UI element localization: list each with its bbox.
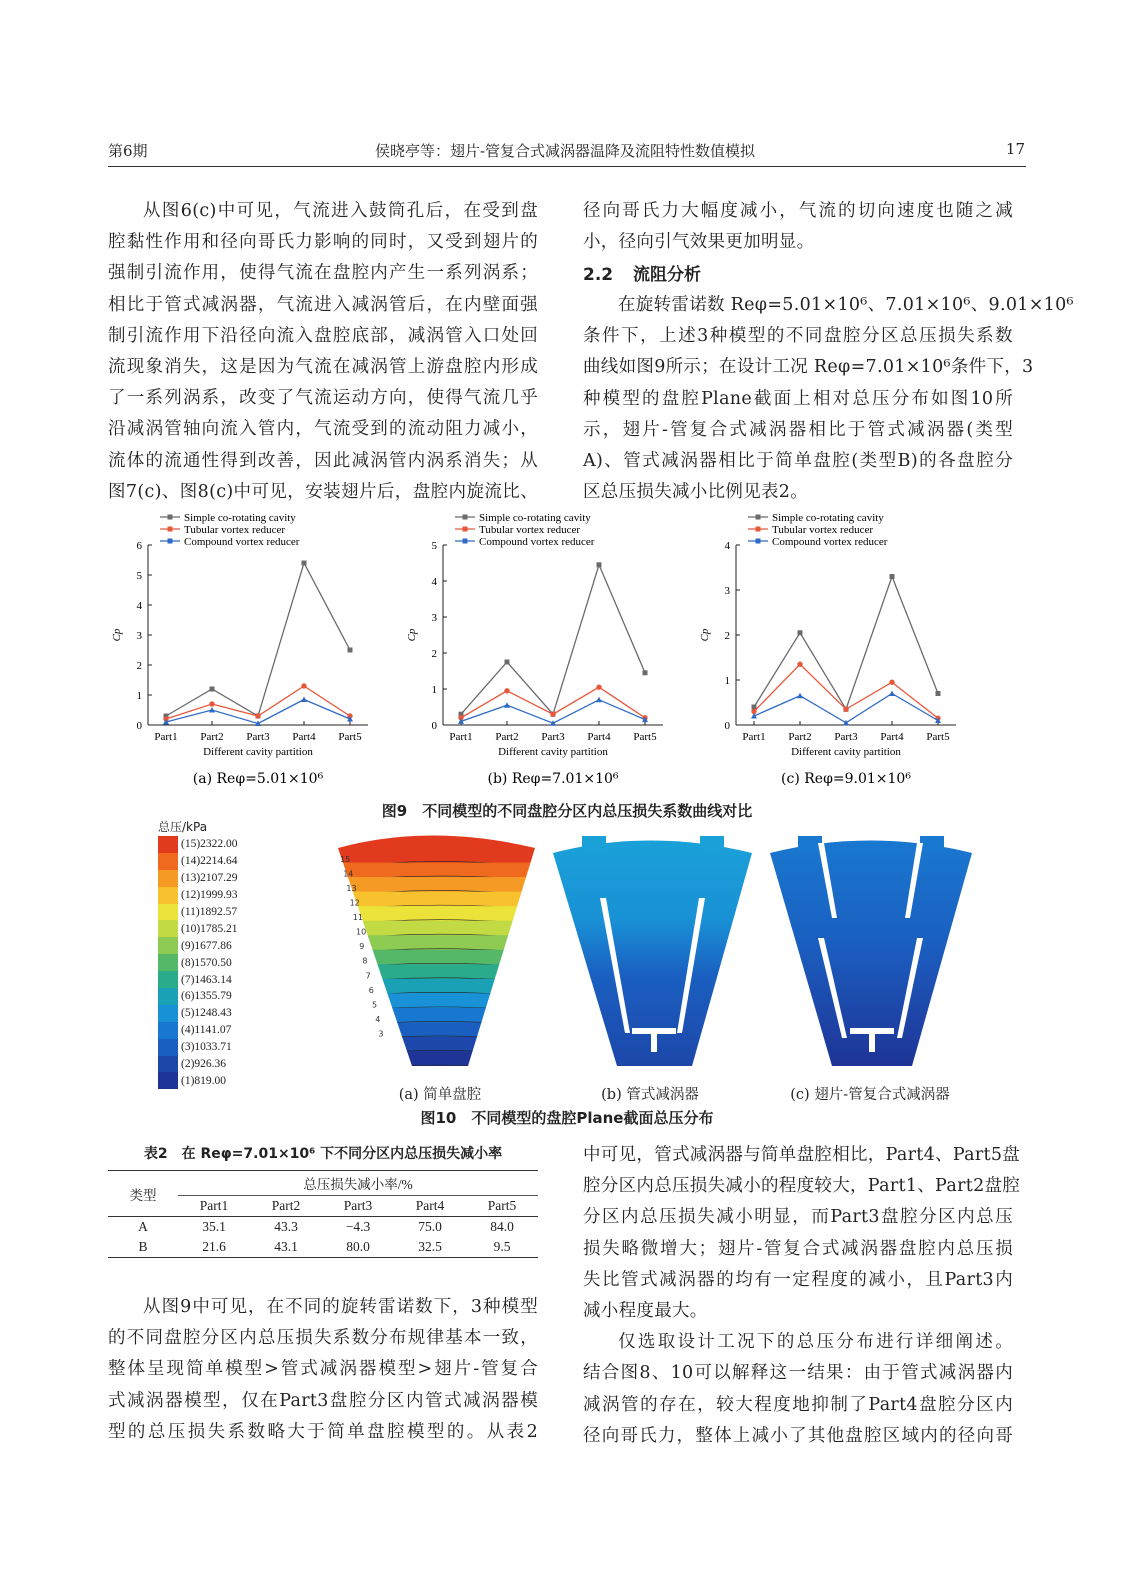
data-point [843, 720, 849, 726]
data-point [505, 660, 510, 665]
data-point [348, 648, 353, 653]
table-row [108, 1217, 538, 1238]
legend-color-swatch [158, 971, 178, 988]
table-col-header: Part4 [415, 1198, 445, 1213]
data-point [752, 705, 757, 710]
y-tick-label: 6 [136, 540, 142, 552]
y-tick-label: 3 [724, 585, 730, 597]
chart-caption: (b) Reφ=7.01×10⁶ [487, 771, 619, 787]
data-point [890, 574, 895, 579]
legend-label: Compound vortex reducer [772, 536, 888, 548]
contour-number: 5 [372, 1000, 378, 1010]
text-line: 相比于管式减涡器，气流进入减涡管后，在内壁面强 [108, 294, 538, 315]
table-cell: A [138, 1219, 148, 1234]
text-line: 条件下，上述3种模型的不同盘腔分区总压损失系数 [583, 326, 1013, 347]
table-cell: 9.5 [493, 1239, 511, 1254]
fig10-caption-a: (a) 简单盘腔 [398, 1087, 482, 1103]
text-line: 在旋转雷诺数 Reφ=5.01×10⁶、7.01×10⁶、9.01×10⁶ [618, 295, 1074, 315]
text-line: 的不同盘腔分区内总压损失系数分布规律基本一致， [108, 1328, 538, 1349]
legend-level [158, 971, 238, 988]
table-row-header: 类型 [129, 1187, 157, 1203]
chart-caption: (c) Reφ=9.01×10⁶ [781, 771, 911, 787]
contour-band [320, 1051, 560, 1066]
figure-10-contours [320, 828, 1000, 1078]
data-point [504, 702, 510, 708]
y-tick-label: 1 [136, 690, 142, 702]
legend-level-label: (6)1355.79 [181, 990, 232, 1003]
y-tick-label: 4 [136, 600, 142, 612]
text-line: 从图9中可见，在不同的旋转雷诺数下，3种模型 [143, 1297, 538, 1317]
compound-reducer-contour [770, 836, 972, 1066]
legend-level-label: (9)1677.86 [181, 939, 232, 952]
table-cell: 84.0 [490, 1219, 514, 1234]
contour-band [320, 950, 560, 965]
x-tick-label: Part2 [495, 731, 519, 743]
contour-number: 12 [349, 898, 360, 908]
text-line: 整体呈现简单模型>管式减涡器模型>翅片-管复合 [108, 1359, 538, 1380]
y-tick-label: 2 [431, 648, 437, 660]
text-line: A)、管式减涡器相比于简单盘腔(类型B)的各盘腔分 [583, 451, 1013, 472]
y-tick-label: 0 [431, 720, 437, 732]
x-axis-label: Different cavity partition [498, 746, 608, 758]
x-tick-label: Part3 [541, 731, 565, 743]
contour-number: 10 [356, 927, 367, 937]
data-point [302, 561, 307, 566]
legend-label: Tubular vortex reducer [479, 524, 581, 536]
data-point [889, 680, 894, 685]
series-line [461, 565, 645, 714]
table-cell: 32.5 [418, 1239, 442, 1254]
legend-level-label: (5)1248.43 [181, 1007, 232, 1020]
text-line: 减小程度最大。 [583, 1301, 708, 1322]
y-tick-label: 5 [136, 570, 142, 582]
text-line: 小，径向引气效果更加明显。 [583, 232, 815, 253]
text-line: 仅选取设计工况下的总压分布进行详细阐述。 [618, 1332, 1013, 1353]
legend-level [158, 1022, 238, 1039]
legend-color-swatch [158, 853, 178, 870]
text-line: 结合图8、10可以解释这一结果：由于管式减涡器内 [583, 1363, 1013, 1384]
legend-color-swatch [158, 954, 178, 971]
right-column-top-text [583, 196, 1013, 258]
legend-level [158, 988, 238, 1005]
legend-color-swatch [158, 920, 178, 937]
contour-band [320, 964, 560, 979]
legend-level-label: (14)2214.64 [181, 855, 238, 868]
y-tick-label: 1 [431, 684, 437, 696]
legend-color-swatch [158, 1072, 178, 1089]
left-column-top-text [108, 196, 538, 508]
contour-number: 15 [340, 855, 351, 864]
legend-level [158, 954, 238, 971]
data-point [597, 562, 602, 567]
data-point [936, 691, 941, 696]
text-line: 了一系列涡系，改变了气流运动方向，使得气流几乎 [108, 388, 538, 409]
legend-level [158, 1005, 238, 1022]
x-tick-label: Part1 [449, 731, 473, 743]
legend-level-label: (11)1892.57 [181, 906, 238, 918]
legend-level-label: (15)2322.00 [181, 838, 238, 851]
x-axis-label: Different cavity partition [791, 746, 901, 758]
contour-band [320, 1022, 560, 1037]
contour-band [320, 863, 560, 878]
data-point [643, 670, 648, 675]
legend-level [158, 1039, 238, 1056]
chart-2 [406, 512, 663, 787]
data-point [550, 712, 555, 717]
text-line: 从图6(c)中可见，气流进入鼓筒孔后，在受到盘 [143, 201, 538, 221]
legend-level-label: (7)1463.14 [181, 973, 232, 986]
text-line: 流现象消失，这是因为气流在减涡管上游盘腔内形成 [108, 357, 538, 378]
legend-label: Tubular vortex reducer [184, 524, 286, 536]
legend-level-label: (2)926.36 [181, 1058, 227, 1071]
legend-label: Compound vortex reducer [184, 536, 300, 548]
x-tick-label: Part4 [880, 731, 904, 743]
text-line: 示，翅片-管复合式减涡器相比于管式减涡器(类型 [583, 419, 1013, 440]
data-point [797, 662, 802, 667]
legend-marker [168, 539, 173, 544]
journal-issue: 第6期 [108, 142, 148, 160]
legend-color-swatch [158, 904, 178, 921]
legend-marker [168, 527, 173, 532]
table-cell: 75.0 [418, 1219, 442, 1234]
table-2 [108, 1170, 538, 1258]
legend-level [158, 853, 238, 870]
x-tick-label: Part5 [926, 731, 950, 743]
legend-level [158, 870, 238, 887]
legend-level [158, 1056, 238, 1073]
contour-number: 9 [359, 942, 365, 952]
legend-level [158, 836, 238, 853]
fig10-caption-c: (c) 翅片-管复合式减涡器 [790, 1087, 950, 1103]
legend-label: Simple co-rotating cavity [184, 512, 296, 524]
tubular-reducer-contour [553, 836, 752, 1066]
figure-9 [100, 505, 1040, 805]
text-line: 径向哥氏力大幅度减小，气流的切向速度也随之减 [583, 201, 1013, 221]
x-tick-label: Part5 [338, 731, 362, 743]
text-line: 流体的流通性得到改善，因此减涡管内涡系消失；从 [108, 450, 538, 471]
contour-band [320, 828, 560, 863]
y-tick-label: 4 [431, 576, 437, 588]
y-axis-label: Cp [406, 628, 418, 642]
table-cell: 43.3 [274, 1219, 298, 1234]
text-line: 腔黏性作用和径向哥氏力影响的同时，又受到翅片的 [108, 232, 538, 253]
y-tick-label: 3 [431, 612, 437, 624]
section-number: 2.2 [583, 265, 614, 285]
y-tick-label: 0 [724, 720, 730, 732]
data-point [301, 683, 306, 688]
text-line: 沿减涡管轴向流入管内，气流受到的流动阻力减小， [108, 419, 538, 440]
legend-marker [463, 515, 468, 520]
legend-marker [463, 539, 468, 544]
text-line: 损失略微增大；翅片-管复合式减涡器盘腔内总压损 [583, 1238, 1013, 1259]
data-point [209, 701, 214, 706]
legend-color-swatch [158, 937, 178, 954]
legend-level-label: (4)1141.07 [181, 1024, 232, 1037]
legend-color-swatch [158, 988, 178, 1005]
table-col-group: 总压损失减小率/% [178, 1171, 538, 1196]
legend-level-label: (13)2107.29 [181, 872, 238, 885]
series-line [166, 563, 350, 716]
data-point [797, 693, 803, 699]
data-point [798, 630, 803, 635]
data-point [504, 688, 509, 693]
legend-marker [463, 527, 468, 532]
pressure-legend-title: 总压/kPa [158, 820, 208, 834]
contour-number: 6 [368, 985, 374, 995]
y-tick-label: 0 [136, 720, 142, 732]
text-line: 腔分区内总压损失减小的程度较大，Part1、Part2盘腔 [583, 1176, 1021, 1197]
text-line: 中可见，管式减涡器与简单盘腔相比，Part4、Part5盘 [583, 1145, 1021, 1165]
page-number: 17 [1005, 140, 1025, 158]
legend-level-label: (12)1999.93 [181, 889, 238, 902]
text-line: 区总压损失减小比例见表2。 [583, 482, 809, 503]
legend-color-swatch [158, 1039, 178, 1056]
table-cell: B [138, 1239, 148, 1254]
legend-marker [756, 539, 761, 544]
legend-level [158, 1072, 238, 1089]
text-line: 曲线如图9所示；在设计工况 Reφ=7.01×10⁶条件下，3 [583, 357, 1034, 378]
series-line [754, 577, 938, 710]
text-line: 种模型的盘腔Plane截面上相对总压分布如图10所 [583, 388, 1013, 409]
contour-number: 14 [343, 869, 354, 879]
legend-level-label: (10)1785.21 [181, 922, 238, 935]
contour-band [320, 993, 560, 1008]
x-tick-label: Part4 [292, 731, 316, 743]
data-point [843, 707, 848, 712]
fig10-caption-b: (b) 管式减涡器 [601, 1087, 699, 1103]
chart-3 [699, 512, 956, 787]
y-tick-label: 2 [136, 660, 142, 672]
table-row [108, 1237, 538, 1258]
data-point [596, 685, 601, 690]
y-tick-label: 5 [431, 540, 437, 552]
table-cell: 80.0 [346, 1239, 370, 1254]
y-axis-label: Cp [111, 628, 123, 642]
legend-marker [756, 527, 761, 532]
legend-color-swatch [158, 887, 178, 904]
text-line: 式减涡器模型，仅在Part3盘腔分区内管式减涡器模 [108, 1390, 538, 1411]
left-column-bottom-text [108, 1292, 538, 1448]
x-tick-label: Part4 [587, 731, 611, 743]
section-heading [583, 260, 701, 285]
contour-number: 8 [362, 956, 368, 966]
x-axis-label: Different cavity partition [203, 746, 313, 758]
pressure-legend [158, 836, 238, 1089]
section-title: 流阻分析 [633, 265, 702, 285]
legend-marker [168, 515, 173, 520]
data-point [255, 713, 260, 718]
table-cell: −4.3 [345, 1219, 371, 1234]
table-col-header: Part3 [343, 1198, 373, 1213]
y-tick-label: 4 [724, 540, 730, 552]
table-cell: 35.1 [202, 1219, 226, 1234]
right-column-flow-text [583, 290, 1074, 508]
x-tick-label: Part3 [246, 731, 270, 743]
text-line: 型的总压损失系数略大于简单盘腔模型的。从表2 [108, 1421, 538, 1442]
x-tick-label: Part2 [788, 731, 812, 743]
text-line: 减涡管的存在，较大程度地抑制了Part4盘腔分区内 [583, 1394, 1013, 1415]
data-point [209, 707, 215, 713]
legend-color-swatch [158, 1022, 178, 1039]
y-axis-label: Cp [699, 628, 711, 642]
table-col-header: Part1 [199, 1198, 229, 1213]
data-point [889, 691, 895, 697]
y-tick-label: 3 [136, 630, 142, 642]
data-point [596, 697, 602, 703]
x-tick-label: Part3 [834, 731, 858, 743]
legend-level [158, 887, 238, 904]
contour-band [320, 1008, 560, 1023]
legend-label: Simple co-rotating cavity [772, 512, 884, 524]
series-line [166, 700, 350, 724]
chart-1 [111, 512, 368, 787]
legend-level [158, 937, 238, 954]
text-line: 失比管式减涡器的均有一定程度的减小，且Part3内 [583, 1269, 1013, 1290]
contour-line [320, 1065, 560, 1072]
chart-caption: (a) Reφ=5.01×10⁶ [192, 771, 324, 787]
text-line: 制引流作用下沿径向流入盘腔底部，减涡管入口处回 [108, 325, 538, 346]
running-title: 侯晓亭等：翅片-管复合式减涡器温降及流阻特性数值模拟 [374, 142, 756, 160]
data-point [301, 697, 307, 703]
legend-color-swatch [158, 836, 178, 853]
x-tick-label: Part5 [633, 731, 657, 743]
figure-9-title: 图9 不同模型的不同盘腔分区内总压损失系数曲线对比 [381, 802, 753, 820]
legend-label: Tubular vortex reducer [772, 524, 874, 536]
data-point [210, 687, 215, 692]
legend-label: Compound vortex reducer [479, 536, 595, 548]
table-cell: 21.6 [202, 1239, 226, 1254]
legend-color-swatch [158, 870, 178, 887]
legend-level-label: (1)819.00 [181, 1074, 227, 1087]
contour-number: 13 [346, 884, 357, 894]
contour-number: 11 [352, 913, 363, 923]
y-tick-label: 1 [724, 675, 730, 687]
contour-band [320, 1037, 560, 1052]
text-line: 分区内总压损失减小明显，而Part3盘腔分区内总压 [583, 1207, 1013, 1228]
y-tick-label: 2 [724, 630, 730, 642]
legend-color-swatch [158, 1056, 178, 1073]
x-tick-label: Part2 [200, 731, 224, 743]
legend-level [158, 904, 238, 921]
table-col-header: Part2 [271, 1198, 301, 1213]
table-2-title: 表2 在 Reφ=7.01×10⁶ 下不同分区内总压损失减小率 [143, 1146, 503, 1162]
header-rule [108, 166, 1026, 167]
text-line: 径向哥氏力，整体上减小了其他盘腔区域内的径向哥 [583, 1425, 1013, 1446]
legend-color-swatch [158, 1005, 178, 1022]
x-tick-label: Part1 [154, 731, 178, 743]
legend-level-label: (8)1570.50 [181, 956, 232, 969]
table-col-header: Part5 [487, 1198, 517, 1213]
simple-cavity-contour [320, 828, 560, 1072]
table-cell: 43.1 [274, 1239, 298, 1254]
right-column-bottom-text [583, 1140, 1021, 1452]
legend-marker [756, 515, 761, 520]
contour-band [320, 935, 560, 950]
legend-level-label: (3)1033.71 [181, 1041, 232, 1054]
x-tick-label: Part1 [742, 731, 766, 743]
contour-number: 4 [375, 1014, 381, 1024]
legend-level [158, 920, 238, 937]
contour-number: 7 [365, 971, 371, 981]
legend-label: Simple co-rotating cavity [479, 512, 591, 524]
contour-number: 3 [378, 1029, 384, 1039]
text-line: 强制引流作用，使得气流在盘腔内产生一系列涡系； [108, 263, 538, 284]
text-line: 图7(c)、图8(c)中可见，安装翅片后，盘腔内旋流比、 [108, 481, 538, 502]
contour-band [320, 979, 560, 994]
figure-10-title: 图10 不同模型的盘腔Plane截面总压分布 [420, 1109, 714, 1127]
